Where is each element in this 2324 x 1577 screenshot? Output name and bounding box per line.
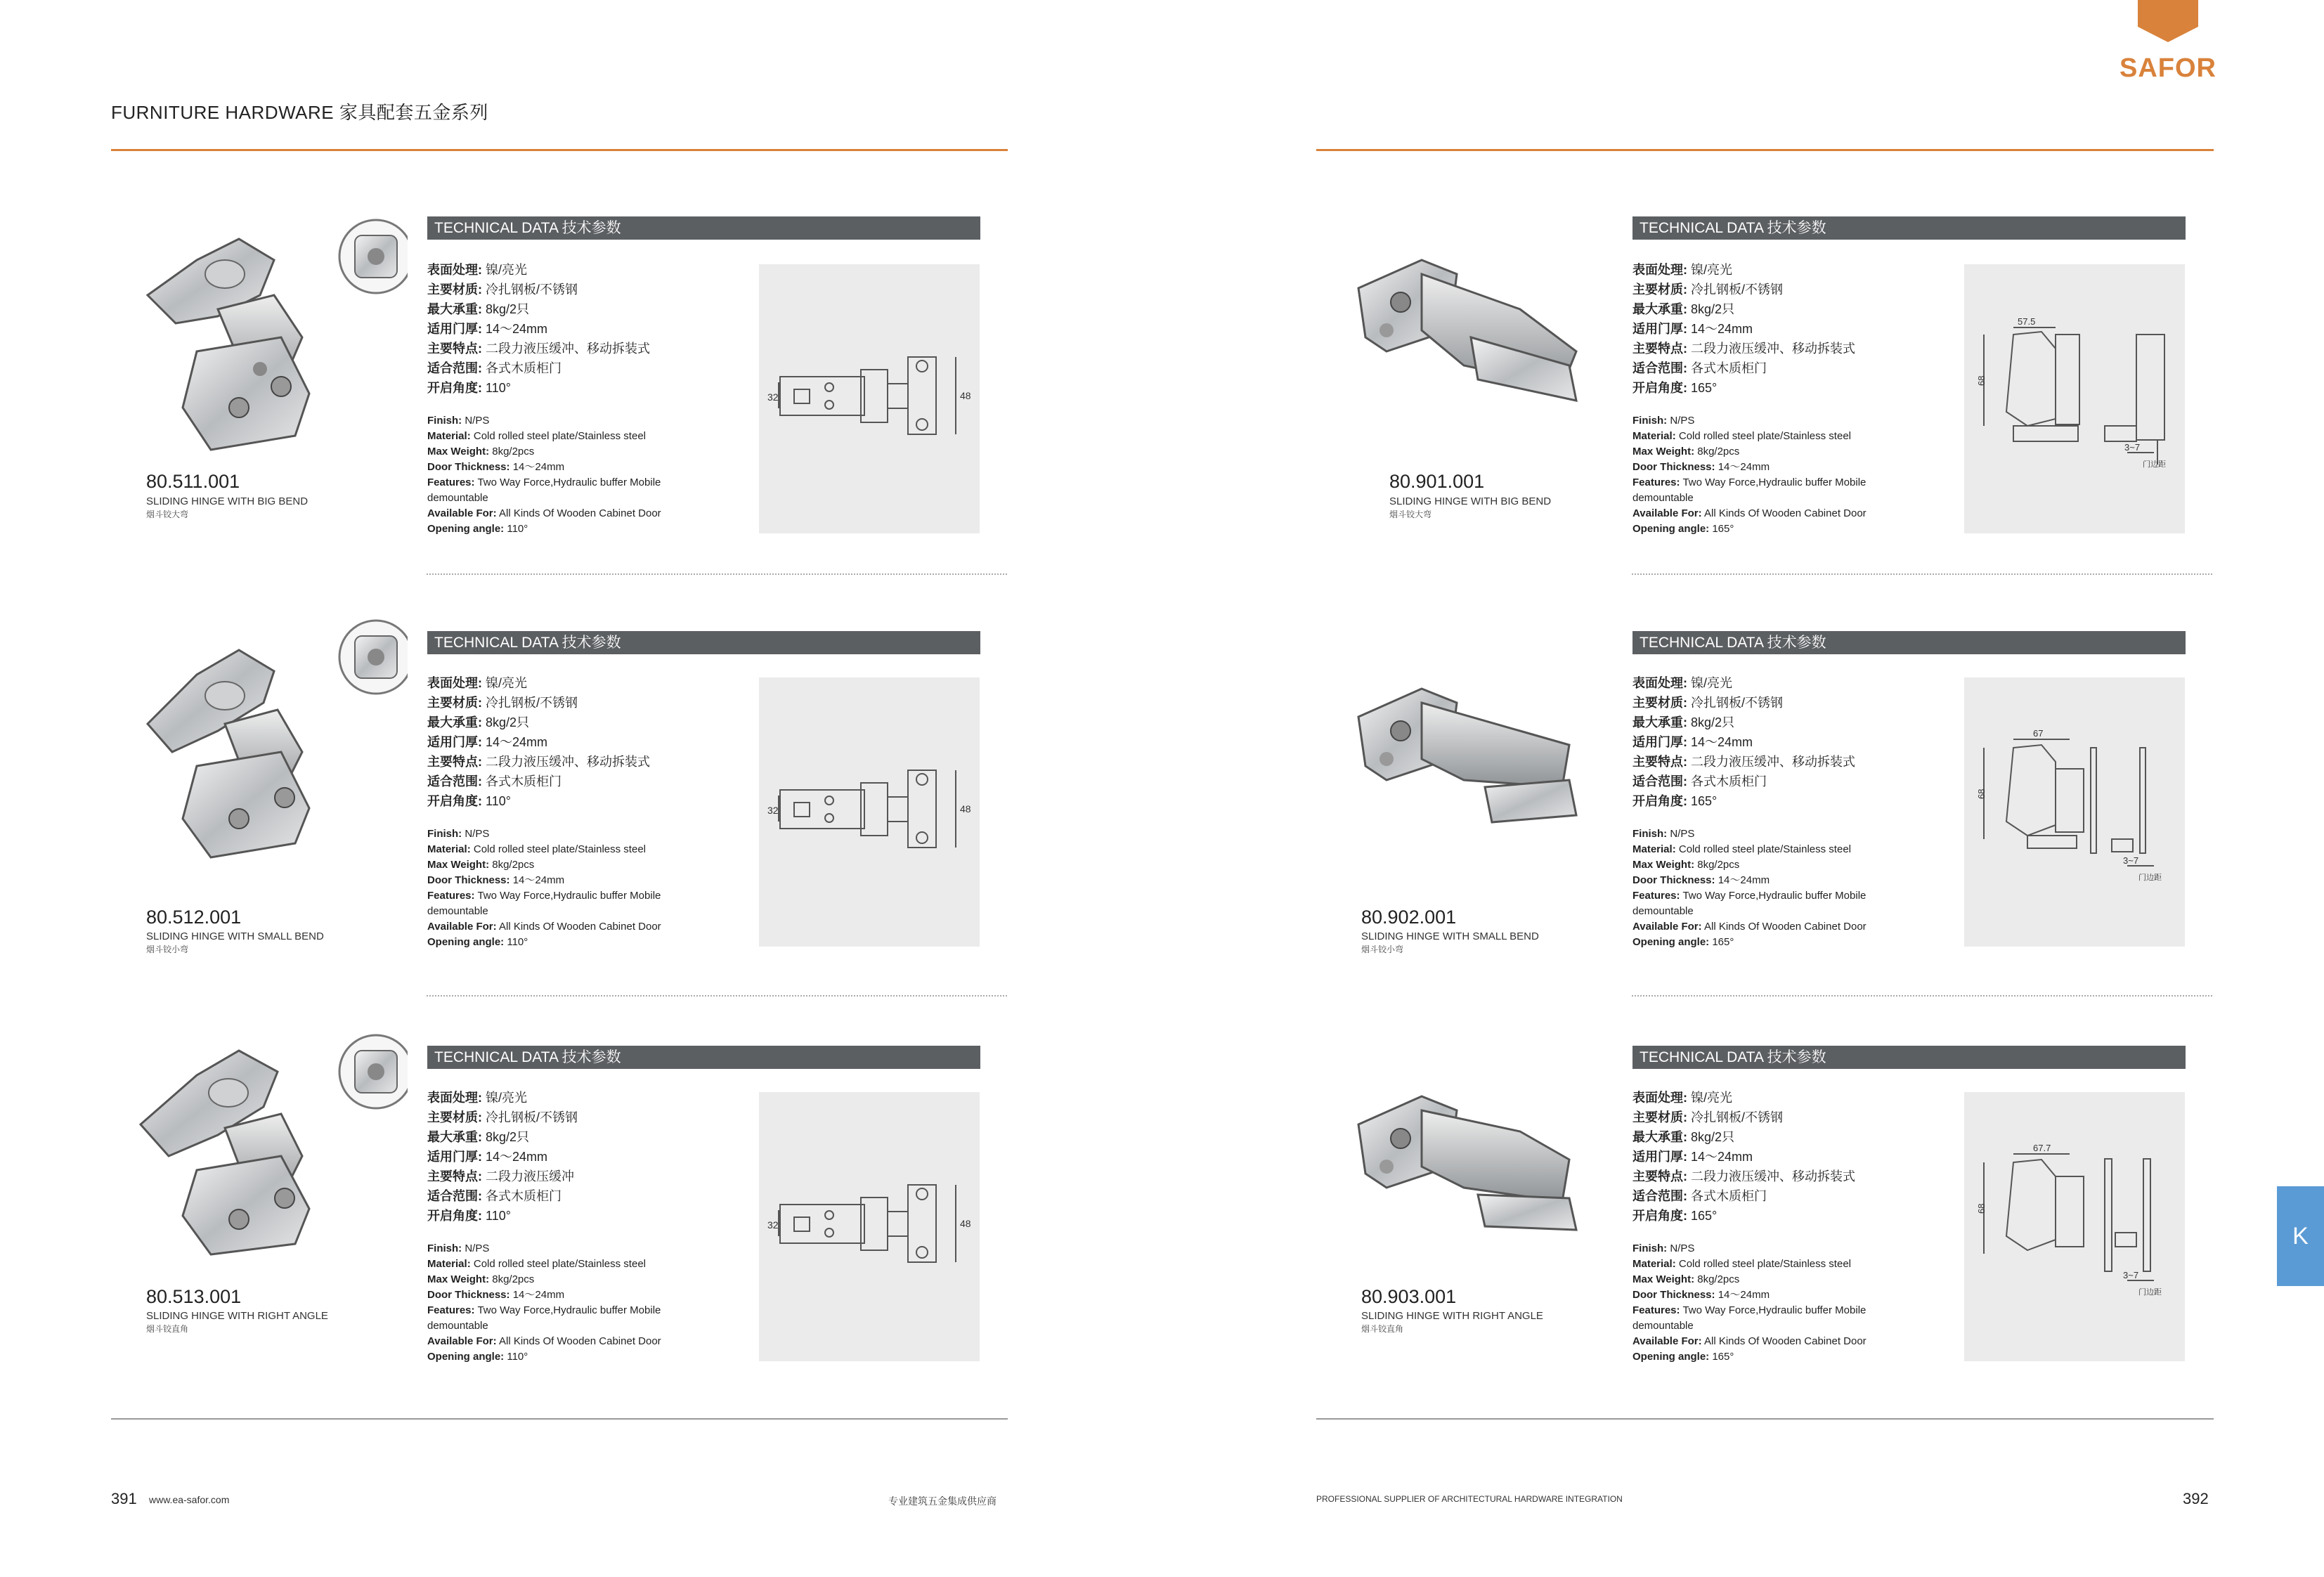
tech-data-header: TECHNICAL DATA 技术参数 — [427, 1046, 980, 1069]
tagline-en: PROFESSIONAL SUPPLIER OF ARCHITECTURAL HARDWARE INTEGRATION — [1316, 1494, 1623, 1504]
tech-data-header: TECHNICAL DATA 技术参数 — [427, 216, 980, 240]
specs-en: Finish: N/PS Material: Cold rolled steel plate/Stainless steel Max Weight: 8kg/2pcs Door Thickness: 14～24mm Features: Two Way Force,Hydraulic buffer Mobile demountable Available For: All Kinds Of Wooden Cabinet Door Opening angle: 165° — [1632, 828, 1867, 948]
product-name: SLIDING HINGE WITH SMALL BEND — [146, 930, 324, 942]
product-name-cn: 烟斗铰大弯 — [1389, 510, 1432, 519]
product-card — [111, 1033, 1025, 1427]
dim-b: 68 — [1976, 1203, 1987, 1214]
tagline-cn: 专业建筑五金集成供应商 — [888, 1495, 997, 1507]
section-tab-k[interactable]: K — [2277, 1186, 2324, 1286]
product-name-cn: 烟斗铰小弯 — [1361, 945, 1404, 954]
product-name-cn: 烟斗铰直角 — [146, 1324, 189, 1334]
specs-en: Finish: N/PS Material: Cold rolled steel plate/Stainless steel Max Weight: 8kg/2pcs Door Thickness: 14～24mm Features: Two Way Force,Hydraulic buffer Mobile demountable Available For: All Kinds Of Wooden Cabinet Door Opening angle: 110° — [427, 415, 661, 535]
dim-c: 3~7 — [2124, 442, 2141, 453]
hinge-photo — [134, 218, 408, 457]
tech-data-header: TECHNICAL DATA 技术参数 — [1632, 216, 2186, 240]
hinge-photo — [1344, 675, 1611, 843]
page-number-left: 391 — [111, 1490, 137, 1507]
header-rule-right — [1316, 149, 2214, 151]
dim-b: 48 — [960, 803, 971, 815]
dim-b: 68 — [1976, 375, 1987, 386]
product-card — [1316, 1033, 2230, 1427]
brand-logo: SAFOR — [2119, 53, 2216, 83]
product-name-cn: 烟斗铰直角 — [1361, 1324, 1404, 1334]
website-link[interactable]: www.ea-safor.com — [149, 1494, 230, 1505]
product-code: 80.513.001 — [146, 1286, 242, 1307]
dim-a: 32 — [767, 1219, 779, 1231]
specs-cn: 表面处理: 镍/亮光 主要材质: 冷扎钢板/不锈钢 最大承重: 8kg/2只 适用门厚: 14～24mm 主要特点: 二段力液压缓冲、移动拆装式 适合范围: 各式木质柜门 开启角度: 110° — [427, 263, 651, 395]
tech-data-header: TECHNICAL DATA 技术参数 — [1632, 1046, 2186, 1069]
dim-c: 3~7 — [2123, 855, 2139, 866]
dim-c: 3~7 — [2123, 1270, 2139, 1280]
product-name: SLIDING HINGE WITH SMALL BEND — [1361, 930, 1539, 942]
dim-d: 门边距 — [2138, 874, 2162, 882]
hinge-photo — [1344, 246, 1611, 415]
brand-badge-icon — [2138, 0, 2198, 42]
product-name-cn: 烟斗铰小弯 — [146, 945, 189, 954]
specs-en: Finish: N/PS Material: Cold rolled steel plate/Stainless steel Max Weight: 8kg/2pcs Door Thickness: 14～24mm Features: Two Way Force,Hydraulic buffer Mobile demountable Available For: All Kinds Of Wooden Cabinet Door Opening angle: 110° — [427, 828, 661, 948]
product-name: SLIDING HINGE WITH BIG BEND — [1389, 495, 1552, 507]
dim-b: 48 — [960, 390, 971, 401]
technical-diagram — [1964, 264, 2185, 533]
product-name-cn: 烟斗铰大弯 — [146, 510, 189, 519]
product-name: SLIDING HINGE WITH RIGHT ANGLE — [146, 1310, 328, 1322]
specs-cn: 表面处理: 镍/亮光 主要材质: 冷扎钢板/不锈钢 最大承重: 8kg/2只 适用门厚: 14～24mm 主要特点: 二段力液压缓冲 适合范围: 各式木质柜门 开启角度: 110° — [427, 1091, 578, 1223]
technical-diagram — [1964, 1092, 2185, 1361]
product-code: 80.512.001 — [146, 907, 242, 928]
product-card — [111, 204, 1025, 597]
technical-diagram — [759, 1092, 980, 1361]
product-code: 80.902.001 — [1361, 907, 1457, 928]
hinge-photo — [1344, 1082, 1611, 1251]
dim-a: 57.5 — [2018, 316, 2036, 327]
specs-cn: 表面处理: 镍/亮光 主要材质: 冷扎钢板/不锈钢 最大承重: 8kg/2只 适用门厚: 14～24mm 主要特点: 二段力液压缓冲、移动拆装式 适合范围: 各式木质柜门 开启角度: 110° — [427, 676, 651, 808]
product-card — [1316, 618, 2230, 1012]
specs-en: Finish: N/PS Material: Cold rolled steel plate/Stainless steel Max Weight: 8kg/2pcs Door Thickness: 14～24mm Features: Two Way Force,Hydraulic buffer Mobile demountable Available For: All Kinds Of Wooden Cabinet Door Opening angle: 165° — [1632, 1242, 1867, 1363]
product-code: 80.903.001 — [1361, 1286, 1457, 1307]
dim-b: 48 — [960, 1218, 971, 1229]
specs-en: Finish: N/PS Material: Cold rolled steel plate/Stainless steel Max Weight: 8kg/2pcs Door Thickness: 14～24mm Features: Two Way Force,Hydraulic buffer Mobile demountable Available For: All Kinds Of Wooden Cabinet Door Opening angle: 110° — [427, 1242, 661, 1363]
tech-data-header: TECHNICAL DATA 技术参数 — [1632, 631, 2186, 654]
specs-cn: 表面处理: 镍/亮光 主要材质: 冷扎钢板/不锈钢 最大承重: 8kg/2只 适用门厚: 14～24mm 主要特点: 二段力液压缓冲、移动拆装式 适合范围: 各式木质柜门 开启角度: 165° — [1632, 1091, 1856, 1223]
dim-a: 32 — [767, 805, 779, 816]
technical-diagram — [759, 677, 980, 947]
specs-cn: 表面处理: 镍/亮光 主要材质: 冷扎钢板/不锈钢 最大承重: 8kg/2只 适用门厚: 14～24mm 主要特点: 二段力液压缓冲、移动拆装式 适合范围: 各式木质柜门 开启角度: 165° — [1632, 676, 1856, 808]
product-card — [111, 618, 1025, 1012]
dim-d: 门边距 — [2138, 1288, 2162, 1297]
specs-en: Finish: N/PS Material: Cold rolled steel plate/Stainless steel Max Weight: 8kg/2pcs Door Thickness: 14～24mm Features: Two Way Force,Hydraulic buffer Mobile demountable Available For: All Kinds Of Wooden Cabinet Door Opening angle: 165° — [1632, 415, 1867, 535]
technical-diagram — [759, 264, 980, 533]
product-name: SLIDING HINGE WITH BIG BEND — [146, 495, 309, 507]
dim-a: 67 — [2033, 728, 2044, 739]
specs-cn: 表面处理: 镍/亮光 主要材质: 冷扎钢板/不锈钢 最大承重: 8kg/2只 适用门厚: 14～24mm 主要特点: 二段力液压缓冲、移动拆装式 适合范围: 各式木质柜门 开启角度: 165° — [1632, 263, 1856, 395]
page-title: FURNITURE HARDWARE 家具配套五金系列 — [111, 102, 488, 123]
product-name: SLIDING HINGE WITH RIGHT ANGLE — [1361, 1310, 1543, 1322]
header-rule-left — [111, 149, 1008, 151]
dim-a: 67.7 — [2033, 1143, 2051, 1153]
product-code: 80.511.001 — [146, 471, 240, 492]
technical-diagram — [1964, 677, 2185, 947]
tech-data-header: TECHNICAL DATA 技术参数 — [427, 631, 980, 654]
product-card — [1316, 204, 2230, 597]
hinge-photo — [134, 1033, 408, 1258]
dim-a: 32 — [767, 391, 779, 403]
product-code: 80.901.001 — [1389, 471, 1485, 492]
hinge-photo — [134, 618, 408, 864]
dim-d: 门边距 — [2143, 460, 2166, 469]
dim-b: 68 — [1976, 788, 1987, 799]
page-number-right: 392 — [2183, 1490, 2209, 1507]
